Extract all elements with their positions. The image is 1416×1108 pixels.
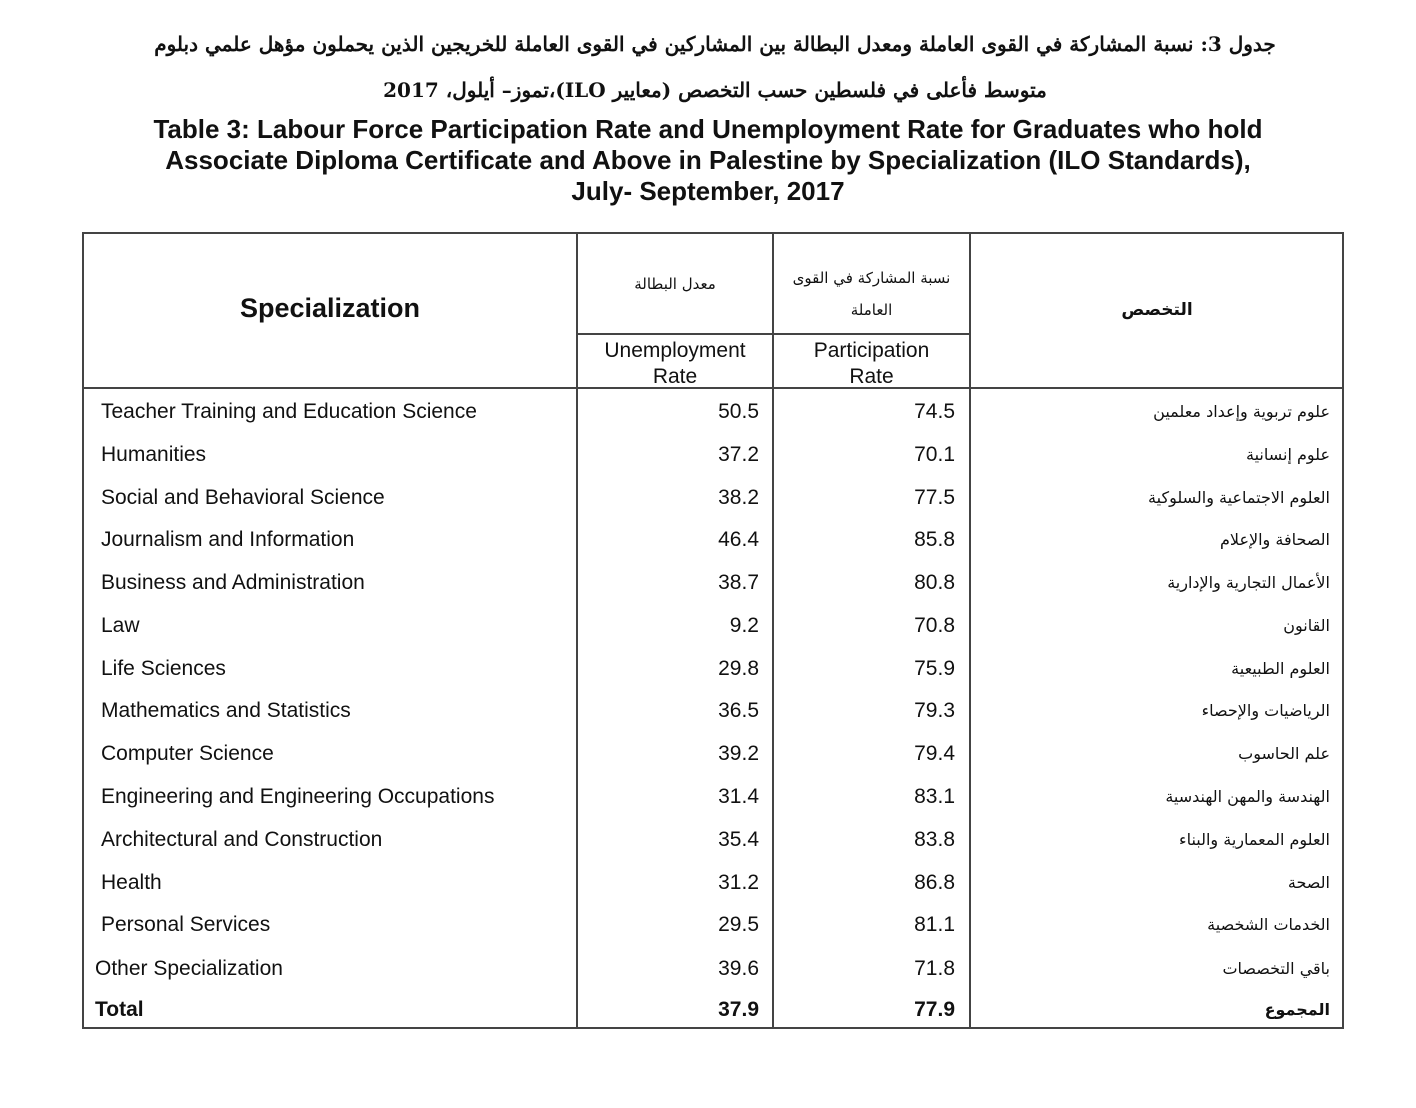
- unemployment-cell: 39.2: [718, 742, 759, 765]
- unemployment-cell: 46.4: [718, 528, 759, 551]
- unemployment-cell: 36.5: [718, 699, 759, 722]
- participation-cell: 71.8: [914, 957, 955, 980]
- participation-cell: 80.8: [914, 571, 955, 594]
- english-title-line-3: July- September, 2017: [571, 176, 845, 206]
- specialization-arabic-cell: الصحافة والإعلام: [1219, 530, 1330, 549]
- english-title-line-1: Table 3: Labour Force Participation Rate and Unemployment Rate for Graduates who hold: [153, 114, 1263, 144]
- specialization-cell: Engineering and Engineering Occupations: [101, 785, 495, 808]
- participation-cell: 83.1: [914, 785, 955, 808]
- participation-cell: 74.5: [914, 400, 955, 423]
- header-participation-line-1: Participation: [813, 339, 930, 362]
- unemployment-cell: 50.5: [718, 400, 759, 423]
- specialization-arabic-cell: العلوم المعمارية والبناء: [1179, 830, 1330, 849]
- participation-cell: 79.4: [914, 742, 955, 765]
- header-participation-line-2: Rate: [849, 365, 894, 388]
- specialization-cell: Humanities: [101, 443, 207, 466]
- unemployment-cell: 31.2: [718, 871, 759, 894]
- table-row: [84, 903, 1342, 946]
- specialization-cell: Health: [101, 871, 162, 894]
- table-row: [84, 947, 1342, 990]
- specialization-cell: Architectural and Construction: [101, 828, 383, 851]
- specialization-arabic-cell: علوم إنسانية: [1245, 445, 1330, 464]
- specialization-arabic-cell: العلوم الاجتماعية والسلوكية: [1148, 488, 1330, 507]
- table-row: [84, 433, 1342, 476]
- arabic-title-line-1: جدول 3: نسبة المشاركة في القوى العاملة ومعدل البطالة بين المشاركين في القوى العاملة للخريجين الذين يحملون مؤهل علمي دبلوم: [154, 32, 1276, 56]
- specialization-arabic-cell: الخدمات الشخصية: [1207, 915, 1330, 934]
- specialization-arabic-cell: باقي التخصصات: [1222, 959, 1330, 978]
- header-participation-arabic-line-2: العاملة: [850, 301, 893, 319]
- unemployment-cell: 29.5: [718, 913, 759, 936]
- arabic-title-line-2: متوسط فأعلى في فلسطين حسب التخصص (معايير ILO)،تموز– أيلول، 2017: [383, 78, 1047, 102]
- participation-cell: 75.9: [914, 657, 955, 680]
- participation-cell: 70.8: [914, 614, 955, 637]
- participation-cell: 85.8: [914, 528, 955, 551]
- specialization-cell: Business and Administration: [101, 571, 365, 594]
- specialization-cell: Social and Behavioral Science: [101, 486, 385, 509]
- specialization-arabic-cell: الرياضيات والإحصاء: [1201, 701, 1330, 720]
- table-row: [84, 561, 1342, 604]
- specialization-cell: Personal Services: [101, 913, 271, 936]
- english-title-line-2: Associate Diploma Certificate and Above in Palestine by Specialization (ILO Standards),: [165, 145, 1251, 175]
- table-row: [84, 647, 1342, 690]
- unemployment-cell: 37.2: [718, 443, 759, 466]
- header-subdivider: [577, 333, 970, 335]
- specialization-arabic-cell: القانون: [1283, 616, 1330, 635]
- specialization-cell: Teacher Training and Education Science: [101, 400, 477, 423]
- table-row: [84, 775, 1342, 818]
- header-specialization-arabic: التخصص: [1121, 300, 1193, 320]
- specialization-cell: Other Specialization: [95, 957, 283, 980]
- table-row: [84, 604, 1342, 647]
- participation-cell: 83.8: [914, 828, 955, 851]
- header-participation-arabic-line-1: نسبة المشاركة في القوى: [792, 269, 951, 287]
- unemployment-cell: 31.4: [718, 785, 759, 808]
- specialization-arabic-cell: علوم تربوية وإعداد معلمين: [1153, 402, 1330, 421]
- total-participation-cell: 77.9: [914, 998, 955, 1021]
- specialization-cell: Life Sciences: [101, 657, 226, 680]
- total-label-arabic: المجموع: [1264, 1000, 1330, 1019]
- table-row: [84, 518, 1342, 561]
- participation-cell: 81.1: [914, 913, 955, 936]
- header-specialization: Specialization: [239, 293, 421, 323]
- specialization-arabic-cell: العلوم الطبيعية: [1231, 659, 1330, 678]
- header-participation-arabic: [774, 262, 969, 326]
- specialization-arabic-cell: الهندسة والمهن الهندسية: [1165, 787, 1330, 806]
- participation-cell: 86.8: [914, 871, 955, 894]
- specialization-arabic-cell: الصحة: [1287, 873, 1330, 892]
- participation-cell: 77.5: [914, 486, 955, 509]
- header-participation-english: [774, 338, 969, 390]
- table-row: [84, 689, 1342, 732]
- specialization-arabic-cell: الأعمال التجارية والإدارية: [1167, 573, 1330, 592]
- participation-cell: 79.3: [914, 699, 955, 722]
- total-unemployment-cell: 37.9: [718, 998, 759, 1021]
- unemployment-cell: 38.2: [718, 486, 759, 509]
- specialization-cell: Journalism and Information: [101, 528, 355, 551]
- unemployment-cell: 39.6: [718, 957, 759, 980]
- table-row: [84, 390, 1342, 433]
- header-unemployment-line-1: Unemployment: [604, 339, 746, 362]
- table-row: [84, 476, 1342, 519]
- unemployment-cell: 29.8: [718, 657, 759, 680]
- total-row: [84, 988, 1342, 1031]
- specialization-arabic-cell: علم الحاسوب: [1238, 744, 1330, 763]
- participation-cell: 70.1: [914, 443, 955, 466]
- header-unemployment-line-2: Rate: [652, 365, 698, 388]
- table-row: [84, 818, 1342, 861]
- total-label: Total: [95, 998, 144, 1021]
- header-unemployment-english: [578, 338, 772, 390]
- specialization-cell: Computer Science: [101, 742, 274, 765]
- unemployment-cell: 9.2: [729, 614, 759, 637]
- table-row: [84, 732, 1342, 775]
- unemployment-cell: 38.7: [718, 571, 759, 594]
- table-row: [84, 861, 1342, 904]
- specialization-cell: Law: [101, 614, 140, 637]
- unemployment-cell: 35.4: [718, 828, 759, 851]
- header-unemployment-arabic: معدل البطالة: [634, 275, 716, 293]
- specialization-cell: Mathematics and Statistics: [101, 699, 351, 722]
